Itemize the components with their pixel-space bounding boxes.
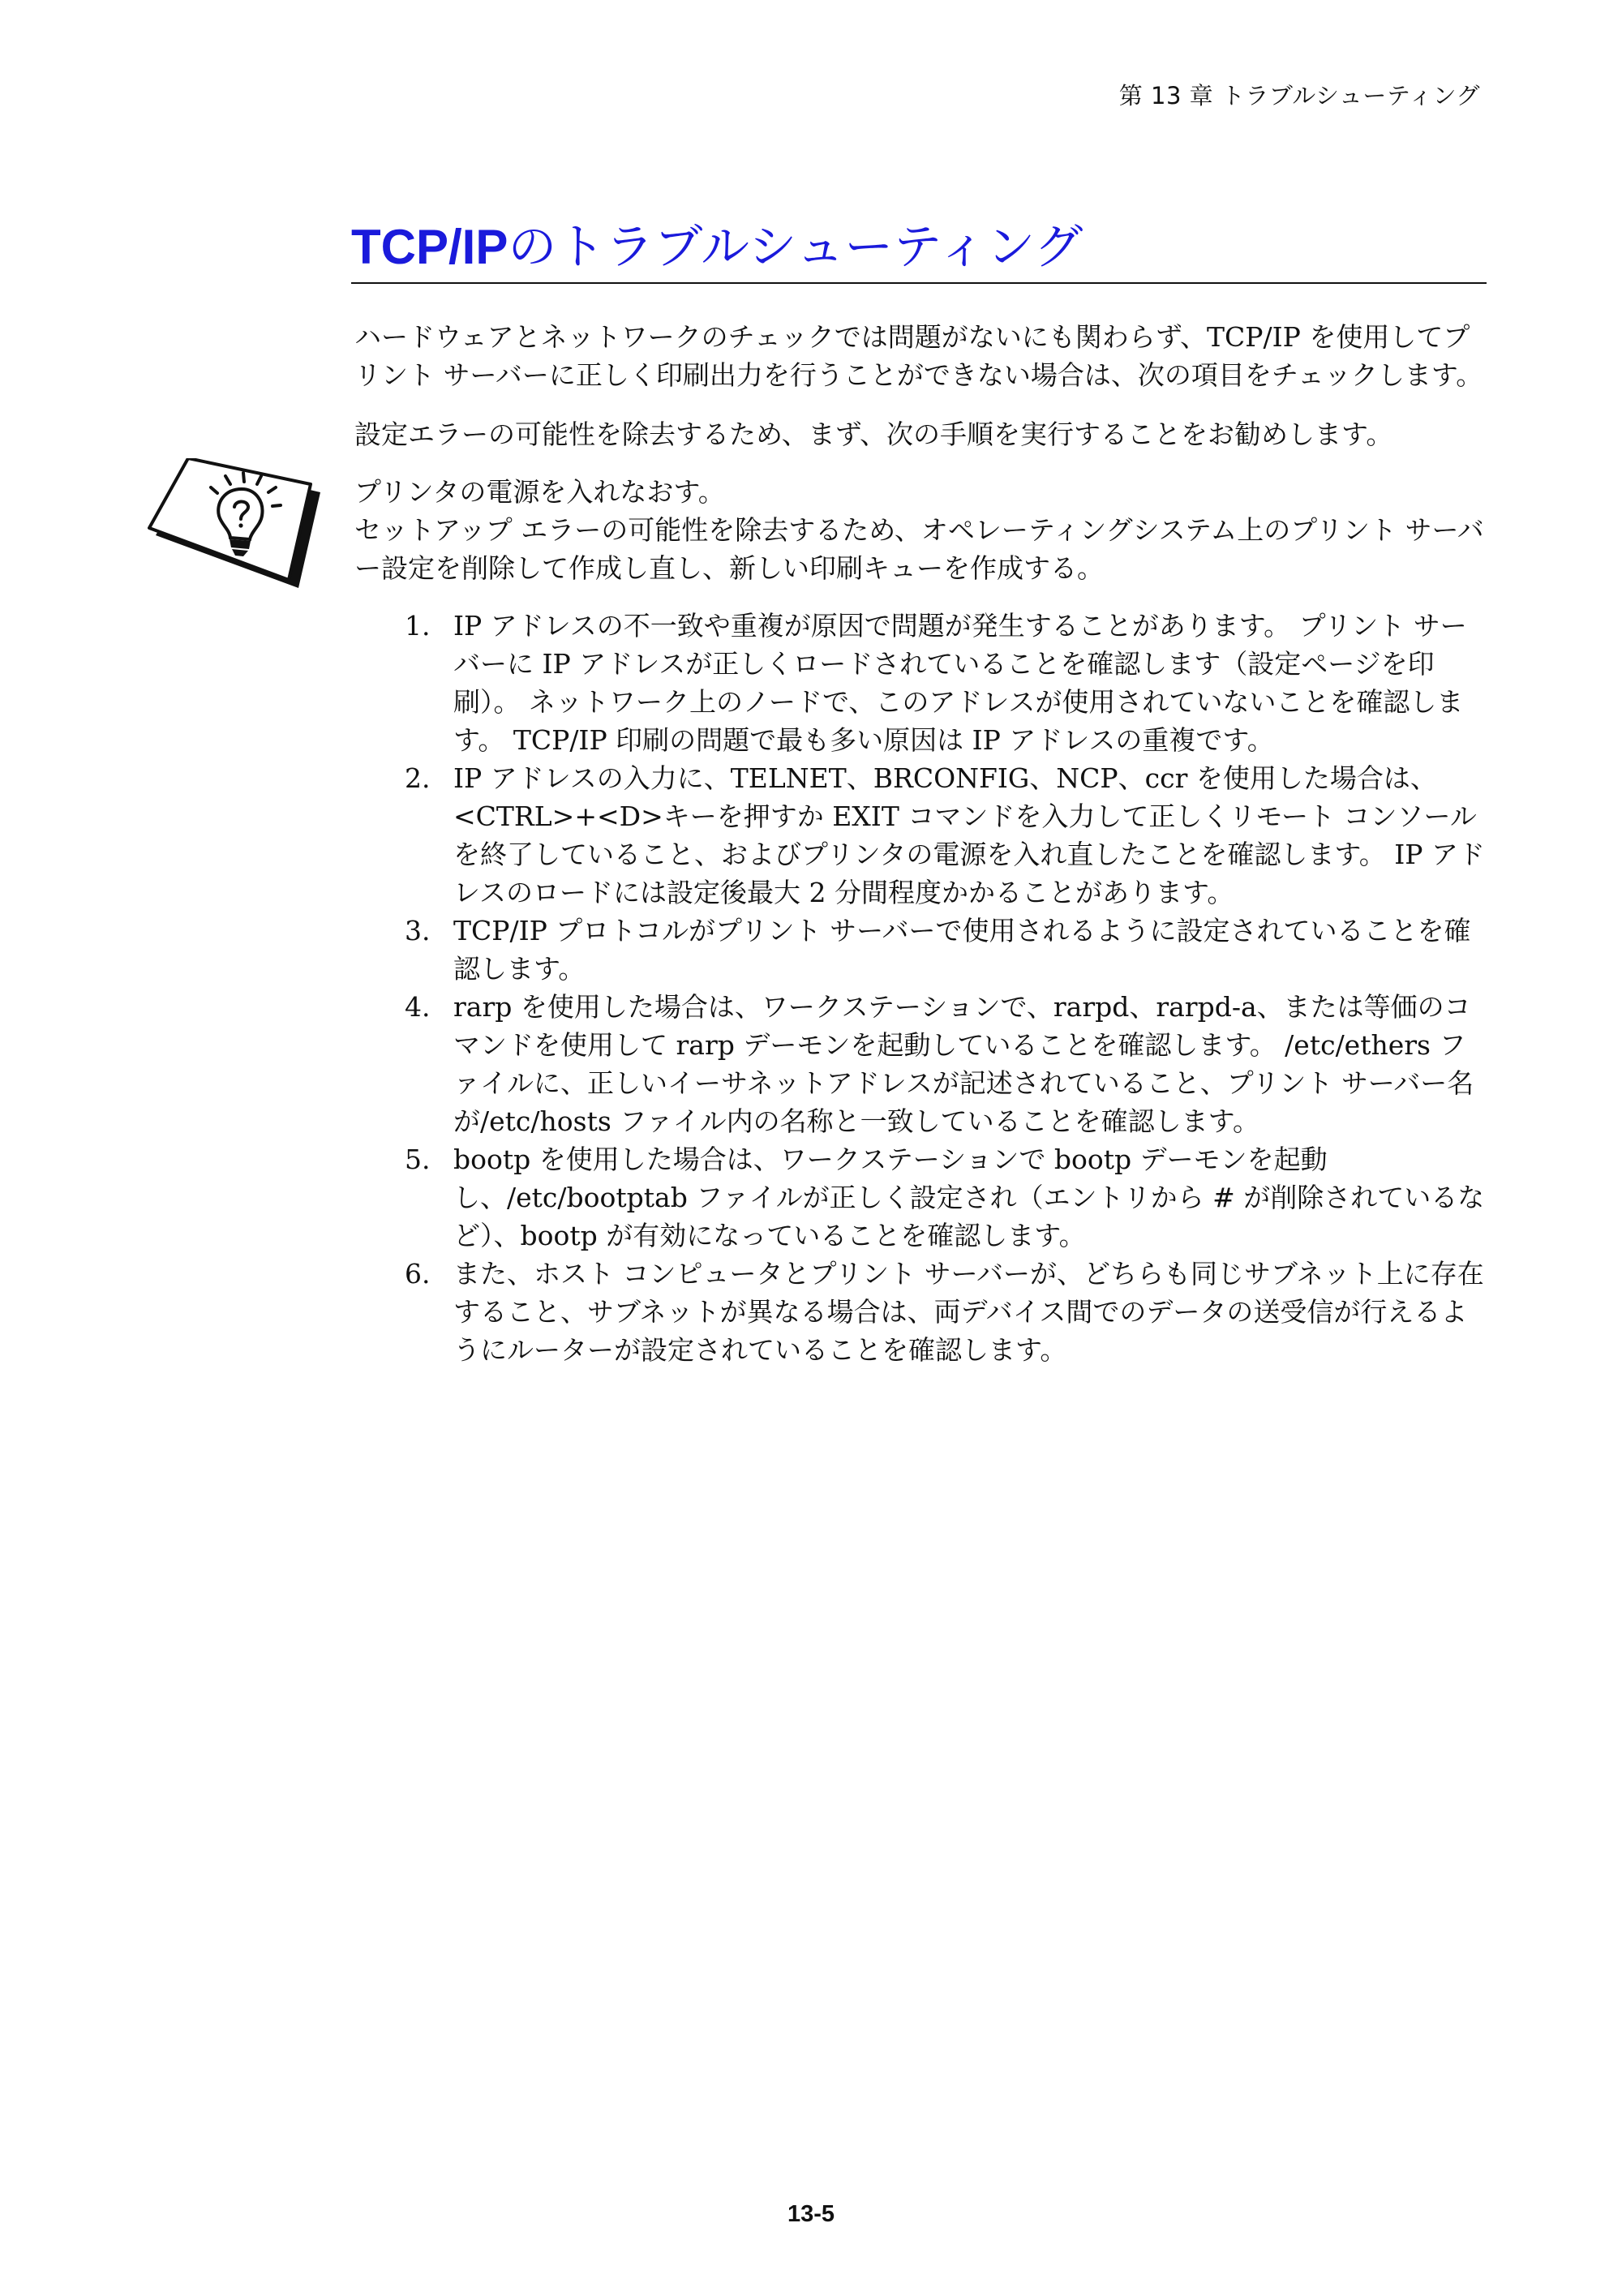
- checklist-item-number: 5.: [405, 1144, 431, 1175]
- checklist-item-text: IP アドレスの入力に、TELNET、BRCONFIG、NCP、ccr を使用した場合は、<CTRL>+<D>キーを押すか EXIT コマンドを入力して正しくリモート コンソールを終了していること、およびプリンタの電源を入れ直したことを確認します。 IP アドレスのロードには設定後最大 2 分間程度かかることがあります。: [453, 762, 1485, 908]
- section-title-latin: TCP/IP: [351, 220, 508, 274]
- intro-paragraph: ハードウェアとネットワークのチェックでは問題がないにも関わらず、TCP/IP を使用してプリント サーバーに正しく印刷出力を行うことができない場合は、次の項目をチェックします。: [354, 321, 1483, 391]
- checklist-item: [354, 1140, 1486, 1255]
- lightbulb-note-icon: [146, 458, 320, 588]
- checklist-item-number: 4.: [405, 991, 431, 1023]
- checklist-item-text: TCP/IP プロトコルがプリント サーバーで使用されるように設定されていることを確認します。: [453, 915, 1471, 985]
- checklist-item: [354, 1255, 1486, 1369]
- checklist: [354, 607, 1486, 1369]
- page-number: 13-5: [787, 2201, 835, 2227]
- checklist-item-number: 6.: [405, 1258, 431, 1290]
- title-underline: [351, 282, 1487, 284]
- checklist-item-number: 3.: [405, 915, 431, 946]
- checklist-item-text: IP アドレスの不一致や重複が原因で問題が発生することがあります。 プリント サーバーに IP アドレスが正しくロードされていることを確認します（設定ページを印刷）。 ネットワーク上のノードで、このアドレスが使用されていないことを確認します。 TCP/IP 印刷の問題で最も多い原因は IP アドレスの重複です。: [453, 610, 1467, 756]
- preliminary-step-2: セットアップ エラーの可能性を除去するため、オペレーティングシステム上のプリント サーバー設定を削除して作成し直し、新しい印刷キューを作成する。: [354, 514, 1484, 584]
- checklist-item-number: 1.: [405, 610, 431, 642]
- running-head: 第 13 章 トラブルシューティング: [1118, 82, 1480, 109]
- checklist-item: [354, 912, 1486, 988]
- checklist-item-number: 2.: [405, 762, 431, 794]
- section-title: [351, 221, 1487, 274]
- preliminary-step-1: プリンタの電源を入れなおす。: [354, 476, 725, 508]
- checklist-item-text: bootp を使用した場合は、ワークステーションで bootp デーモンを起動し、/etc/bootptab ファイルが正しく設定され（エントリから # が削除されているなど）、bootp が有効になっていることを確認します。: [453, 1144, 1485, 1251]
- section-title-jp: のトラブルシューティング: [508, 219, 1083, 276]
- checklist-item-text: また、ホスト コンピュータとプリント サーバーが、どちらも同じサブネット上に存在すること、サブネットが異なる場合は、両デバイス間でのデータの送受信が行えるようにルーターが設定されていることを確認します。: [453, 1258, 1484, 1366]
- checklist-item-text: rarp を使用した場合は、ワークステーションで、rarpd、rarpd-a、または等価のコマンドを使用して rarp デーモンを起動していることを確認します。 /etc/ethers ファイルに、正しいイーサネットアドレスが記述されていること、プリント サーバー名が/etc/hosts ファイル内の名称と一致していることを確認します。: [453, 991, 1474, 1137]
- tip-paragraph: 設定エラーの可能性を除去するため、まず、次の手順を実行することをお勧めします。: [354, 418, 1393, 450]
- checklist-item: [354, 759, 1486, 912]
- checklist-item: [354, 988, 1486, 1140]
- checklist-item: [354, 607, 1486, 759]
- main-content: [354, 318, 1486, 1369]
